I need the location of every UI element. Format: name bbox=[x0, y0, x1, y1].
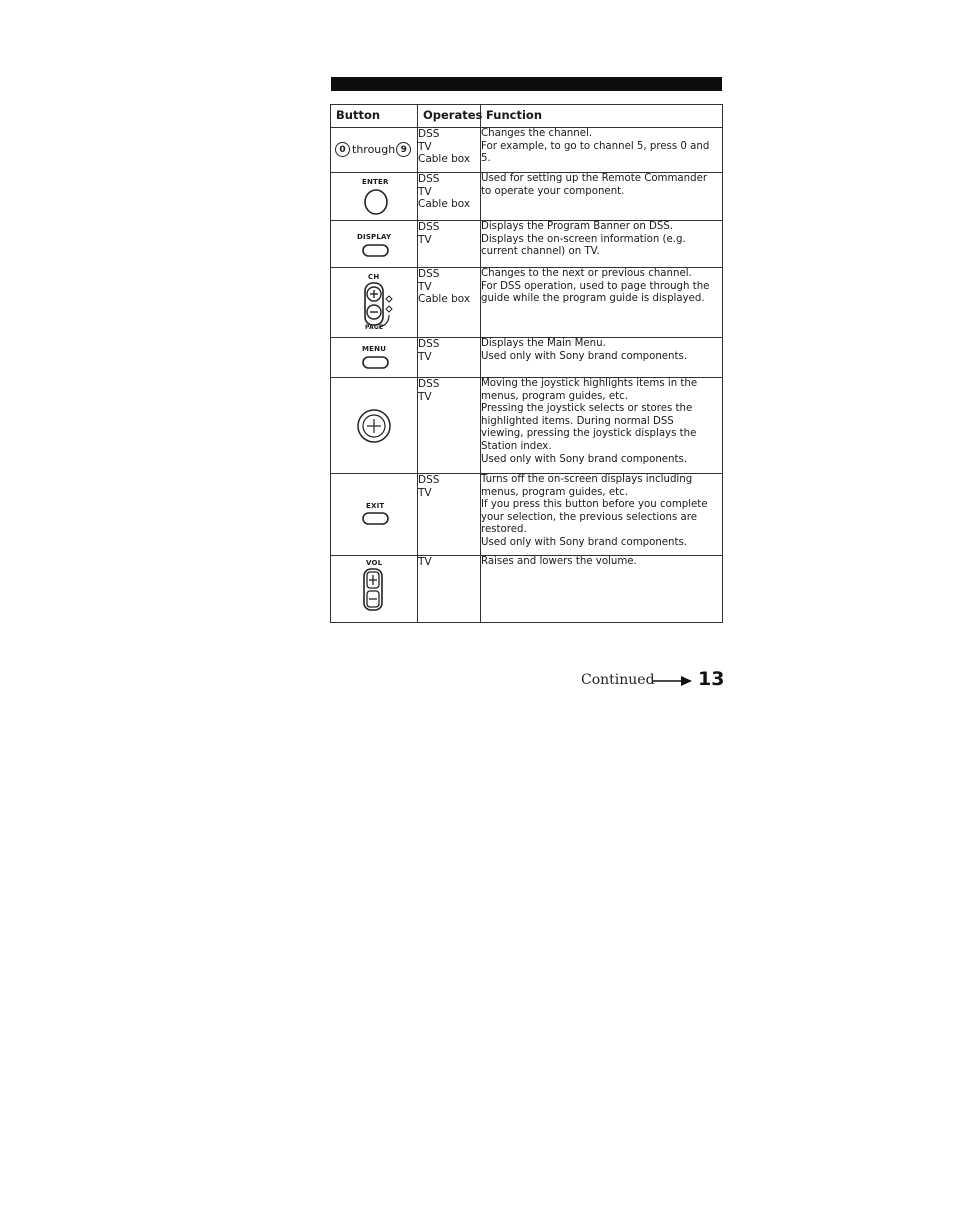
button-cell bbox=[331, 338, 418, 378]
button-cell bbox=[331, 268, 418, 338]
function-cell bbox=[481, 268, 723, 338]
operates-item: Cable box bbox=[418, 293, 471, 306]
function-line: For example, to go to channel 5, press 0 and bbox=[481, 140, 710, 152]
oval-button-icon bbox=[361, 511, 391, 527]
operates-item: DSS bbox=[418, 474, 440, 486]
operates-cell bbox=[418, 221, 481, 268]
table-row bbox=[331, 338, 723, 378]
operates-cell bbox=[418, 338, 481, 378]
operates-item: DSS bbox=[418, 378, 440, 390]
operates-item: DSS bbox=[418, 173, 440, 185]
button-cell bbox=[331, 173, 418, 221]
function-cell bbox=[481, 474, 723, 556]
function-line: menus, program guides, etc. bbox=[481, 390, 628, 402]
operates-item: TV bbox=[418, 486, 432, 499]
number-0-icon: 0 bbox=[335, 142, 350, 157]
operates-item: Cable box bbox=[418, 153, 471, 166]
page-number: 13 bbox=[698, 668, 725, 690]
operates-item: TV bbox=[418, 350, 432, 363]
button-cell bbox=[331, 378, 418, 474]
function-line: Displays the Program Banner on DSS. bbox=[481, 221, 674, 232]
table-row bbox=[331, 268, 723, 338]
function-line: guide while the program guide is displayed. bbox=[481, 293, 705, 305]
operates-item: TV bbox=[418, 140, 432, 153]
number-buttons bbox=[335, 142, 411, 157]
function-line: restored. bbox=[481, 524, 527, 536]
function-line: Moving the joystick highlights items in the bbox=[481, 378, 698, 389]
function-line: highlighted items. During normal DSS bbox=[481, 415, 674, 427]
header-button: Button bbox=[331, 105, 418, 128]
function-cell bbox=[481, 338, 723, 378]
volume-rocker-icon bbox=[362, 568, 386, 612]
page-label: PAGE bbox=[365, 324, 384, 331]
function-line: If you press this button before you complete bbox=[481, 499, 708, 511]
operates-item: TV bbox=[418, 280, 432, 293]
button-function-table bbox=[330, 104, 723, 623]
ch-label: CH bbox=[368, 273, 380, 281]
table-header-row bbox=[331, 105, 723, 128]
through-label: through bbox=[352, 143, 396, 156]
operates-cell bbox=[418, 378, 481, 474]
button-cell bbox=[331, 128, 418, 173]
enter-label: ENTER bbox=[362, 178, 389, 186]
operates-cell bbox=[418, 268, 481, 338]
operates-item: DSS bbox=[418, 268, 440, 280]
menu-label: MENU bbox=[362, 345, 387, 353]
operates-item: DSS bbox=[418, 221, 440, 233]
arrow-right-icon bbox=[653, 675, 693, 687]
function-line: Displays the on-screen information (e.g. bbox=[481, 233, 686, 245]
function-line: current channel) on TV. bbox=[481, 246, 600, 258]
function-cell bbox=[481, 128, 723, 173]
operates-cell bbox=[418, 556, 481, 623]
function-line: Raises and lowers the volume. bbox=[481, 556, 637, 567]
display-label: DISPLAY bbox=[357, 233, 392, 241]
table-row bbox=[331, 221, 723, 268]
function-cell bbox=[481, 221, 723, 268]
operates-cell bbox=[418, 173, 481, 221]
table-row bbox=[331, 173, 723, 221]
button-cell bbox=[331, 556, 418, 623]
button-cell bbox=[331, 221, 418, 268]
exit-label: EXIT bbox=[366, 502, 385, 510]
function-line: Pressing the joystick selects or stores the bbox=[481, 403, 693, 415]
number-9-icon: 9 bbox=[396, 142, 411, 157]
function-line: Station index. bbox=[481, 440, 552, 452]
operates-cell bbox=[418, 128, 481, 173]
function-line: Used only with Sony brand components. bbox=[481, 536, 688, 548]
function-line: to operate your component. bbox=[481, 185, 625, 197]
function-line: viewing, pressing the joystick displays the bbox=[481, 428, 697, 440]
function-line: Changes to the next or previous channel. bbox=[481, 268, 692, 279]
function-line: your selection, the previous selections are bbox=[481, 511, 697, 523]
operates-cell bbox=[418, 474, 481, 556]
vol-label: VOL bbox=[366, 559, 383, 567]
header-function: Function bbox=[481, 105, 723, 128]
joystick-icon bbox=[356, 408, 392, 444]
operates-item: TV bbox=[418, 185, 432, 198]
function-line: Changes the channel. bbox=[481, 128, 593, 139]
function-line: Displays the Main Menu. bbox=[481, 338, 606, 349]
continued-label: Continued bbox=[581, 672, 655, 688]
table-row bbox=[331, 378, 723, 474]
operates-item: DSS bbox=[418, 128, 440, 140]
table-row bbox=[331, 128, 723, 173]
function-cell bbox=[481, 173, 723, 221]
round-button-icon bbox=[363, 188, 389, 216]
function-line: Used only with Sony brand components. bbox=[481, 350, 688, 362]
function-cell bbox=[481, 556, 723, 623]
operates-item: TV bbox=[418, 556, 432, 568]
header-operates: Operates bbox=[418, 105, 481, 128]
function-line: Used for setting up the Remote Commander bbox=[481, 173, 708, 184]
operates-item: Cable box bbox=[418, 198, 471, 211]
header-bar bbox=[331, 77, 722, 91]
oval-button-icon bbox=[361, 355, 391, 371]
oval-button-icon bbox=[361, 243, 391, 259]
operates-item: TV bbox=[418, 233, 432, 246]
function-cell bbox=[481, 378, 723, 474]
function-line: For DSS operation, used to page through the bbox=[481, 280, 710, 292]
table-row bbox=[331, 474, 723, 556]
function-line: Turns off the on-screen displays including bbox=[481, 474, 693, 485]
function-line: menus, program guides, etc. bbox=[481, 486, 628, 498]
function-line: Used only with Sony brand components. bbox=[481, 453, 688, 465]
table-row bbox=[331, 556, 723, 623]
operates-item: TV bbox=[418, 390, 432, 403]
function-line: 5. bbox=[481, 153, 491, 165]
button-cell bbox=[331, 474, 418, 556]
operates-item: DSS bbox=[418, 338, 440, 350]
